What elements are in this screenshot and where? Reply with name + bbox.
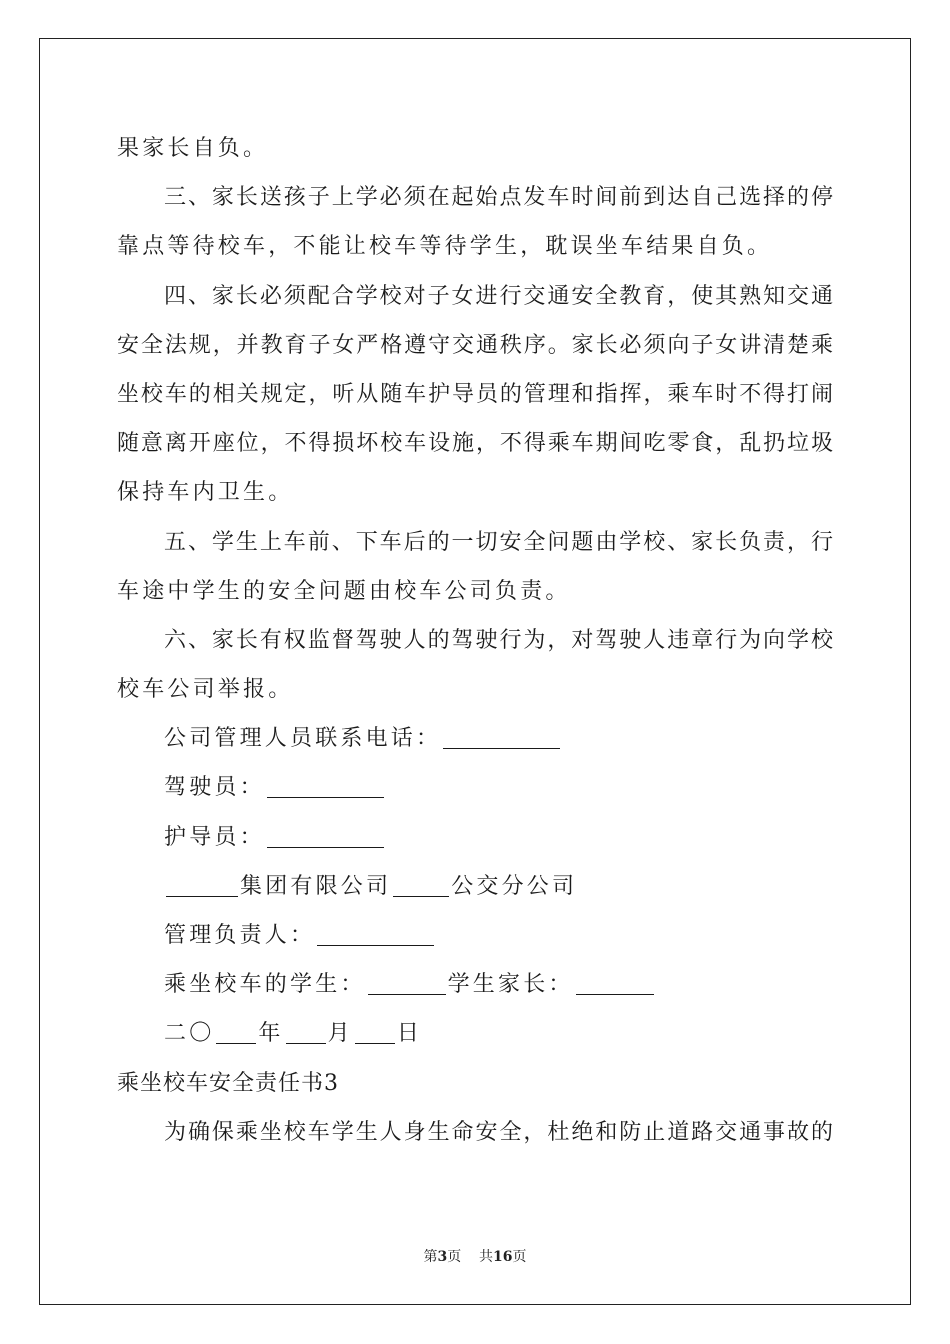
manager-phone-label: 公司管理人员联系电话： bbox=[164, 726, 442, 752]
paragraph-line: 校车公司举报。 bbox=[117, 677, 294, 703]
paragraph-line: 四、家长必须配合学校对子女进行交通安全教育，使其熟知交通 bbox=[164, 283, 833, 309]
paragraph-line: 三、家长送孩子上学必须在起始点发车时间前到达自己选择的停 bbox=[164, 185, 833, 211]
date-prefix: 二〇 bbox=[164, 1021, 215, 1047]
date-field bbox=[117, 1009, 833, 1058]
paragraph-line: 靠点等待校车，不能让校车等待学生，耽误坐车结果自负。 bbox=[117, 234, 773, 260]
parent-blank[interactable] bbox=[576, 972, 654, 995]
document-body bbox=[117, 124, 833, 1157]
paragraph-line: 随意离开座位，不得损坏校车设施，不得乘车期间吃零食，乱扔垃圾 bbox=[117, 431, 833, 457]
total-prefix: 共 bbox=[479, 1249, 494, 1265]
paragraph-line: 安全法规，并教育子女严格遵守交通秩序。家长必须向子女讲清楚乘 bbox=[117, 332, 833, 358]
section-title: 乘坐校车安全责任书3 bbox=[117, 1070, 339, 1096]
paragraph-line: 车途中学生的安全问题由校车公司负责。 bbox=[117, 578, 571, 604]
paragraph-line: 保持车内卫生。 bbox=[117, 480, 294, 506]
page-suffix: 页 bbox=[447, 1249, 462, 1265]
manager-phone-blank[interactable] bbox=[443, 726, 560, 749]
manager-label: 管理负责人： bbox=[164, 923, 316, 948]
driver-blank[interactable] bbox=[267, 775, 384, 798]
company-field bbox=[117, 862, 833, 911]
manager-blank[interactable] bbox=[317, 923, 434, 946]
day-label: 日 bbox=[396, 1021, 423, 1047]
branch-name-blank[interactable] bbox=[393, 874, 449, 897]
driver-label: 驾驶员： bbox=[164, 775, 265, 801]
day-blank[interactable] bbox=[355, 1021, 395, 1044]
guide-blank[interactable] bbox=[267, 825, 384, 848]
page-footer bbox=[0, 1246, 950, 1266]
bus-branch-label: 公交分公司 bbox=[451, 873, 578, 899]
guide-label: 护导员： bbox=[164, 824, 265, 850]
page-prefix: 第 bbox=[423, 1249, 438, 1265]
student-label: 乘坐校车的学生： bbox=[164, 972, 366, 998]
paragraph-line: 六、家长有权监督驾驶人的驾驶行为，对驾驶人违章行为向学校 bbox=[164, 627, 833, 653]
paragraph-line: 果家长自负。 bbox=[117, 136, 269, 161]
month-label: 月 bbox=[327, 1021, 353, 1047]
total-pages: 16 bbox=[493, 1249, 513, 1265]
group-company-label: 集团有限公司 bbox=[240, 873, 392, 899]
student-parent-field bbox=[117, 960, 833, 1009]
driver-field bbox=[117, 763, 833, 812]
total-suffix: 页 bbox=[512, 1249, 527, 1265]
page-number: 3 bbox=[437, 1249, 448, 1265]
month-blank[interactable] bbox=[286, 1021, 326, 1044]
manager-phone-field bbox=[117, 714, 833, 763]
year-blank[interactable] bbox=[216, 1021, 256, 1044]
parent-label: 学生家长： bbox=[447, 972, 574, 998]
student-blank[interactable] bbox=[368, 972, 446, 995]
paragraph-line: 为确保乘坐校车学生人身生命安全，杜绝和防止道路交通事故的 bbox=[164, 1119, 833, 1145]
guide-field bbox=[117, 813, 833, 862]
group-name-blank[interactable] bbox=[166, 874, 238, 897]
paragraph-line: 五、学生上车前、下车后的一切安全问题由学校、家长负责，行 bbox=[164, 529, 833, 555]
manager-field bbox=[117, 911, 833, 960]
year-label: 年 bbox=[258, 1021, 284, 1047]
paragraph-line: 坐校车的相关规定，听从随车护导员的管理和指挥，乘车时不得打闹 bbox=[117, 381, 833, 407]
